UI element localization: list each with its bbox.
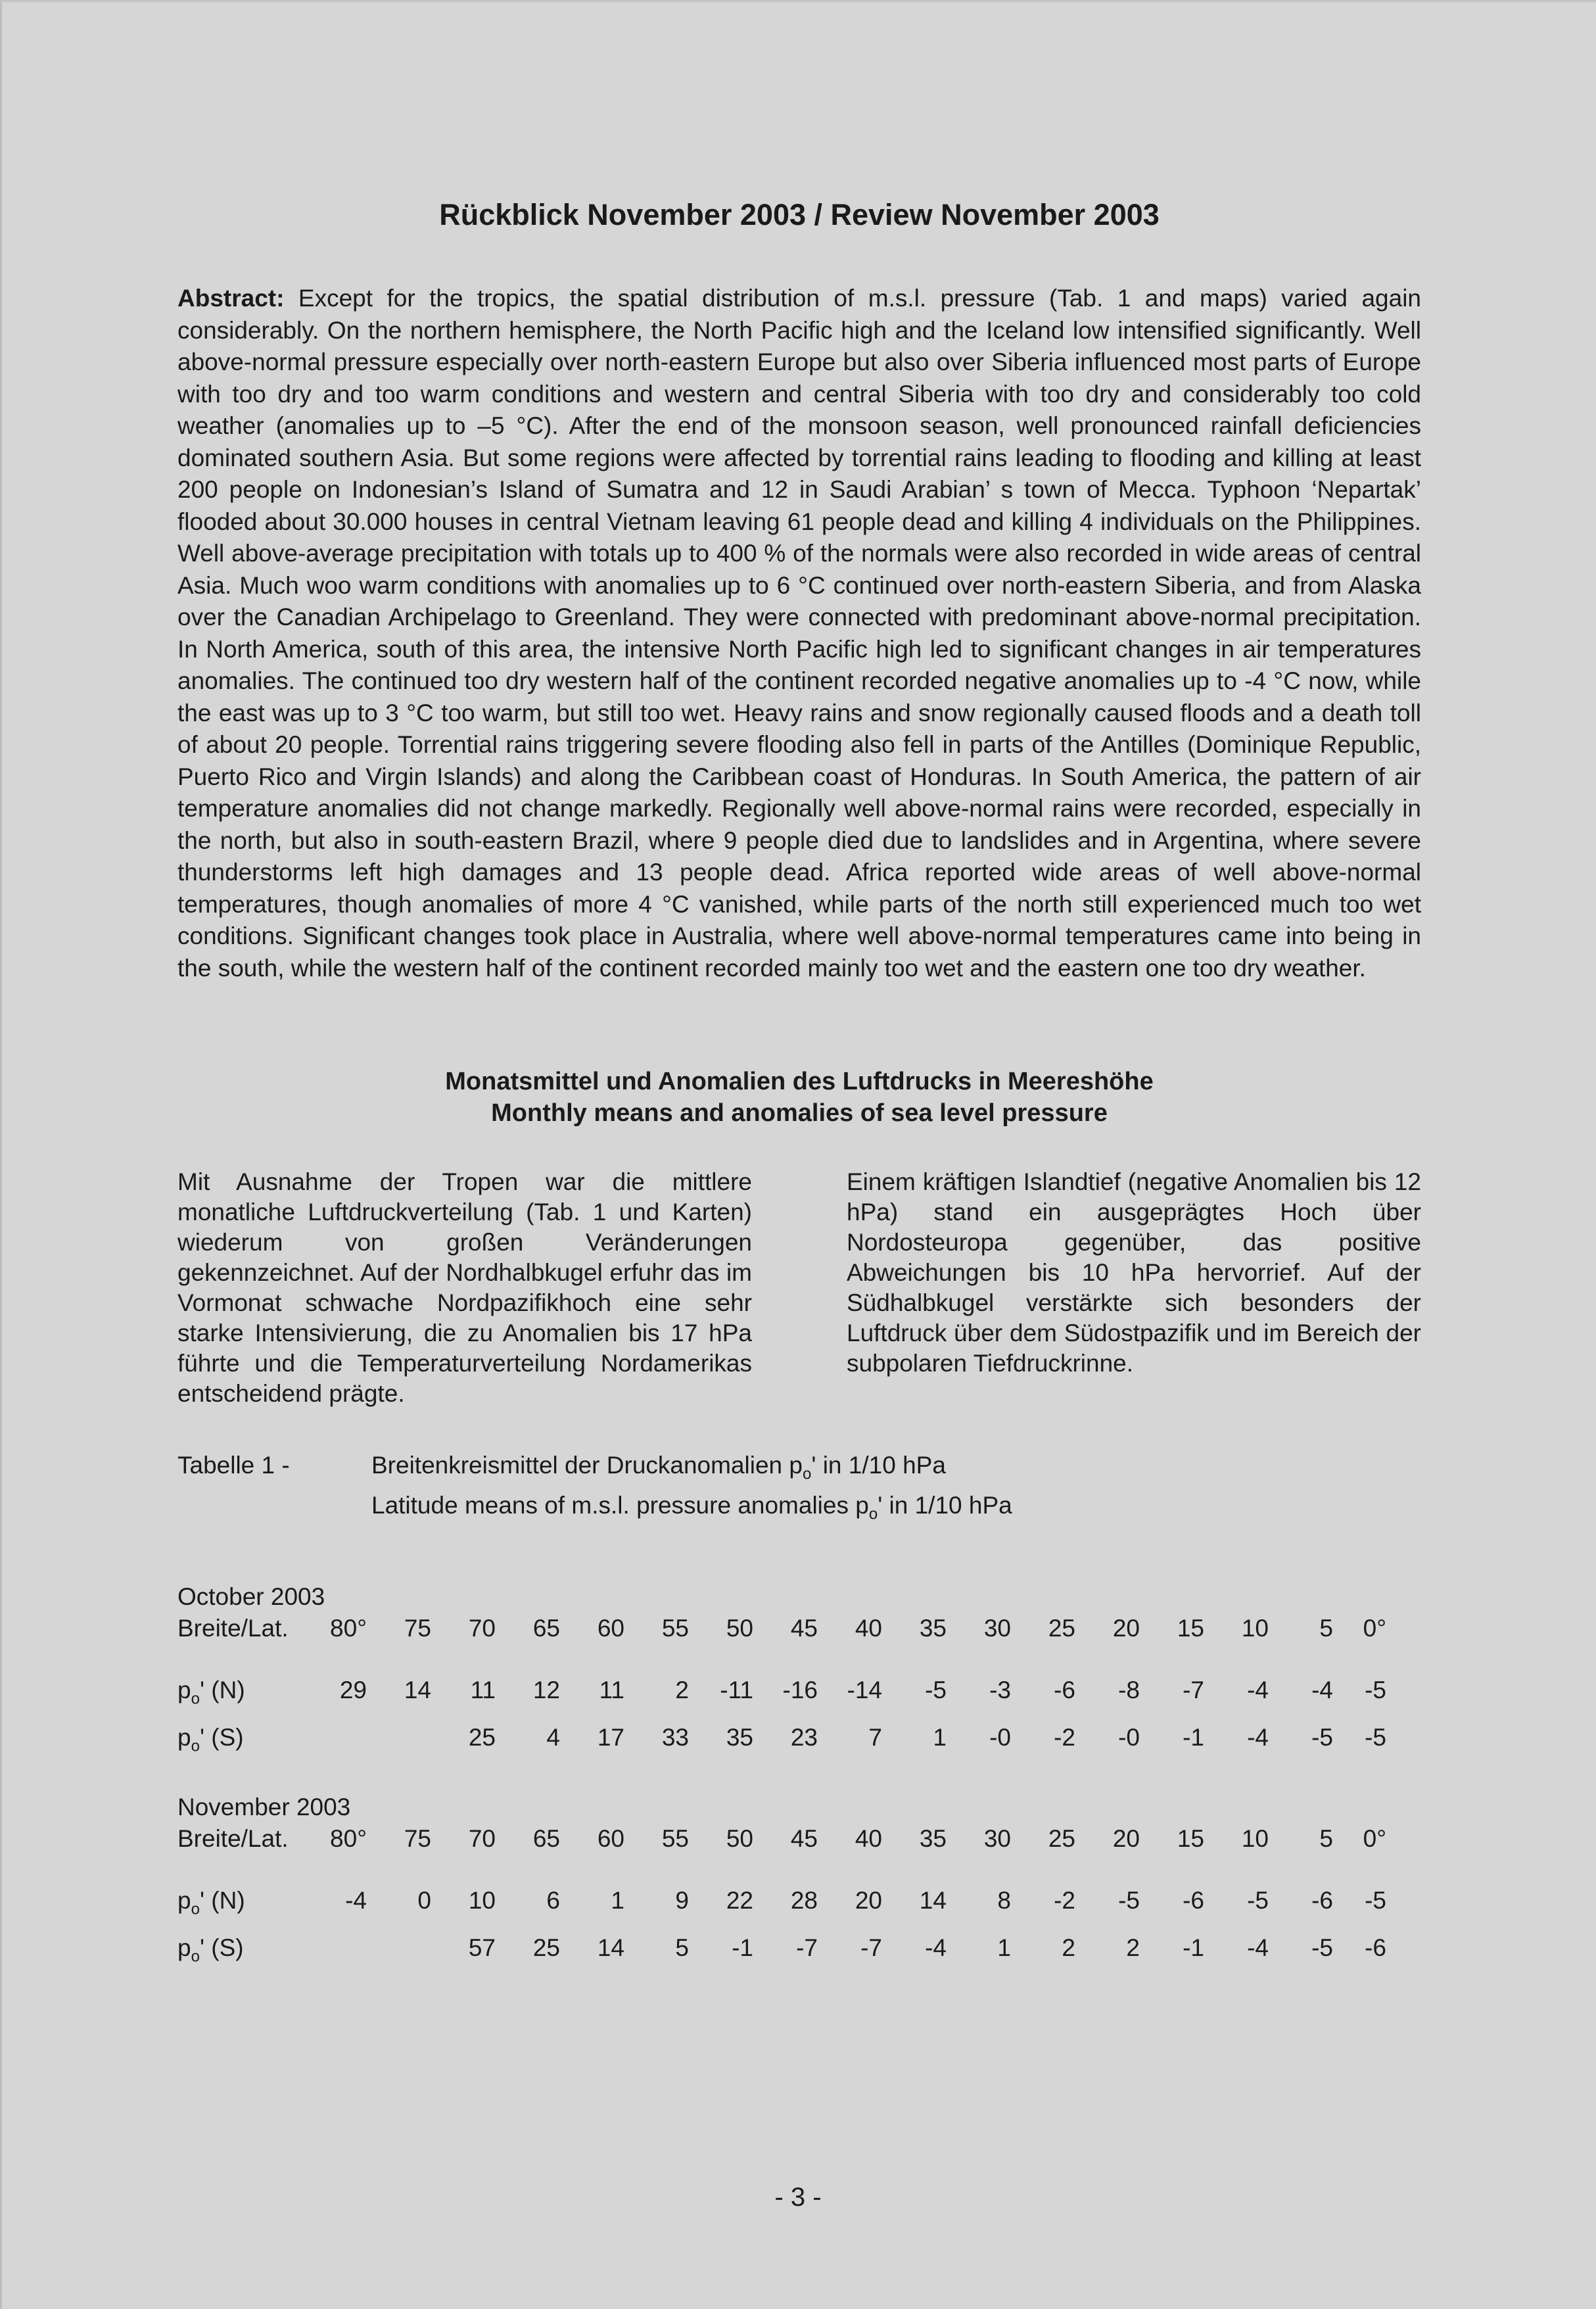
table-cell: 5 [675, 1934, 689, 1961]
table-cell: -5 [1365, 1723, 1386, 1751]
table-cell: 50 [726, 1614, 753, 1642]
caption-de-part: Breitenkreismittel der Druckanomalien p [371, 1452, 803, 1479]
table-cell: 28 [790, 1886, 818, 1914]
table-cell: -8 [1118, 1676, 1140, 1703]
table-cell: 0 [417, 1886, 431, 1914]
section-heading [177, 1066, 1421, 1129]
north-row [177, 1884, 1421, 1917]
table-cell: 22 [726, 1886, 753, 1914]
table-cell: 35 [919, 1824, 947, 1852]
table-label: Tabelle 1 - [177, 1452, 290, 1479]
row-label-suffix: ' (N) [199, 1886, 245, 1914]
table-cell: -1 [1183, 1723, 1204, 1751]
caption-en-part: Latitude means of m.s.l. pressure anomalies p [371, 1492, 869, 1519]
table-cell: 5 [1319, 1824, 1333, 1852]
row-label-p: p [177, 1934, 191, 1961]
table-cell: 11 [470, 1676, 496, 1703]
north-row-label [177, 1884, 322, 1917]
table-caption-en [371, 1490, 1012, 1530]
row-label-suffix: ' (N) [199, 1676, 245, 1703]
row-label-subscript: o [191, 1737, 200, 1755]
table-cell: -16 [782, 1676, 818, 1703]
table-cell: 5 [1319, 1614, 1333, 1642]
table-cell: -5 [1365, 1886, 1386, 1914]
row-label-suffix: ' (S) [199, 1934, 244, 1961]
row-label-subscript: o [191, 1690, 200, 1708]
table-cell: 20 [1112, 1614, 1140, 1642]
table-cell: -4 [1311, 1676, 1333, 1703]
table-cell: -5 [1365, 1676, 1386, 1703]
table-cell: -0 [1118, 1723, 1140, 1751]
table-cell: -6 [1183, 1886, 1204, 1914]
page-content [177, 197, 1421, 1964]
table-cell: -11 [720, 1676, 753, 1703]
latitude-row [177, 1612, 1421, 1645]
table-cell: 30 [983, 1614, 1011, 1642]
table-cell: 0° [1363, 1824, 1386, 1852]
table-cell: 40 [855, 1614, 882, 1642]
table-cell: -4 [1247, 1676, 1269, 1703]
table-cell: 2 [1126, 1934, 1140, 1961]
text-column-left: Mit Ausnahme der Tropen war die mittlere monatliche Luftdruckverteilung (Tab. 1 und Karten) wiederum von großen Veränderungen gekennzeichnet. Auf der Nordhalbkugel erfuhr das im Vormonat schwache Nordpazifikhoch eine sehr starke Intensivierung, die zu Anomalien bis 17 hPa führte und die Temperaturverteilung Nordamerikas entscheidend prägte. [177, 1168, 752, 1407]
caption-subscript: o [868, 1505, 878, 1523]
abstract-text: Except for the tropics, the spatial distribution of m.s.l. pressure (Tab. 1 and maps) varied again considerably. On the northern hemisphere, the North Pacific high and the Iceland low intensified significantly. Well above-normal pressure especially over north-eastern Europe but also over Siberia influenced most parts of Europe with too dry and too warm conditions and western and central Siberia with too dry and considerably too cold weather (anomalies up to –5 °C). After the end of the monsoon season, well pronounced rainfall deficiencies dominated southern Asia. But some regions were affected by torrential rains leading to flooding and killing at least 200 people on Indonesian’s Island of Sumatra and 12 in Saudi Arabian’ s town of Mecca. Typhoon ‘Nepartak’ flooded about 30.000 houses in central Vietnam leaving 61 people dead and killing 4 individuals on the Philippines. Well above-average precipitation with totals up to 400 % of the normals were also recorded in wide areas of central Asia. Much woo warm conditions with anomalies up to 6 °C continued over north-eastern Siberia, and from Alaska over the Canadian Archipelago to Greenland. They were connected with predominant above-normal precipitation. In North America, south of this area, the intensive North Pacific high led to significant changes in air temperatures anomalies. The continued too dry western half of the continent recorded negative anomalies up to -4 °C now, while the east was up to 3 °C too warm, but still too wet. Heavy rains and snow regionally caused floods and a death toll of about 20 people. Torrential rains triggering severe flooding also fell in parts of the Antilles (Dominique Republic, Puerto Rico and Virgin Islands) and along the Caribbean coast of Honduras. In South America, the pattern of air temperature anomalies did not change markedly. Regionally well above-normal rains were recorded, especially in the north, but also in south-eastern Brazil, where 9 people died due to landslides and in Argentina, where severe thunderstorms left high damages and 13 people dead. Africa reported wide areas of well above-normal temperatures, though anomalies of more 4 °C vanished, while parts of the north still experienced much too wet conditions. Significant changes took place in Australia, where well above-normal temperatures came into being in the south, while the western half of the continent recorded mainly too wet and the eastern one too dry weather. [177, 285, 1421, 982]
row-label-p: p [177, 1723, 191, 1751]
table-cell: 20 [1112, 1824, 1140, 1852]
table-cell: 12 [532, 1676, 560, 1703]
table-cell: -2 [1054, 1886, 1075, 1914]
table-cell: 14 [597, 1934, 624, 1961]
table-cell: 75 [404, 1824, 431, 1852]
table-cell: 8 [997, 1886, 1011, 1914]
table-cell: 15 [1177, 1824, 1204, 1852]
table-cell: -3 [989, 1676, 1011, 1703]
table-cell: 25 [532, 1934, 560, 1961]
table-cell: 30 [983, 1824, 1011, 1852]
table-cell: 25 [468, 1723, 496, 1751]
south-row [177, 1721, 1421, 1754]
row-label-subscript: o [191, 1900, 200, 1918]
table-cell [367, 1932, 431, 1964]
row-label-p: p [177, 1886, 191, 1914]
latitude-row-label: Breite/Lat. [177, 1824, 289, 1852]
table-cell: 40 [855, 1824, 882, 1852]
table-cell: 29 [339, 1676, 367, 1703]
caption-subscript: o [803, 1465, 812, 1483]
table-cell: 70 [468, 1824, 496, 1852]
table-cell: -7 [1183, 1676, 1204, 1703]
table-cell: 0° [1363, 1614, 1386, 1642]
table-cell: -6 [1311, 1886, 1333, 1914]
table-cell [367, 1721, 431, 1754]
table-cell: 14 [919, 1886, 947, 1914]
table-cell: 55 [661, 1824, 689, 1852]
table-cell: 50 [726, 1824, 753, 1852]
pressure-anomaly-table [177, 1582, 1421, 1964]
table-cell: -5 [1311, 1934, 1333, 1961]
table-cell: -2 [1054, 1723, 1075, 1751]
row-label-subscript: o [191, 1947, 200, 1966]
table-cell [322, 1932, 367, 1964]
table-cell: 60 [597, 1614, 624, 1642]
table-cell: 6 [546, 1886, 560, 1914]
table-cell: 1 [611, 1886, 624, 1914]
table-block [177, 1792, 1421, 1964]
table-cell: 1 [933, 1723, 947, 1751]
table-cell: 65 [532, 1824, 560, 1852]
table-cell: -1 [732, 1934, 753, 1961]
table-cell: 15 [1177, 1614, 1204, 1642]
table-cell: -7 [796, 1934, 818, 1961]
caption-de-part: ' in 1/10 hPa [811, 1452, 946, 1479]
table-cell: -7 [860, 1934, 882, 1961]
section-heading-de: Monatsmittel und Anomalien des Luftdrucks in Meereshöhe [445, 1068, 1154, 1095]
table-cell: 57 [468, 1934, 496, 1961]
table-caption-de [371, 1450, 1012, 1490]
table-cell: -4 [345, 1886, 367, 1914]
table-cell: 70 [468, 1614, 496, 1642]
table-month: October 2003 [177, 1583, 325, 1610]
table-cell: 25 [1048, 1824, 1075, 1852]
table-cell: 35 [726, 1723, 753, 1751]
table-caption [177, 1450, 1421, 1531]
table-cell: -4 [925, 1934, 947, 1961]
table-cell: 60 [597, 1824, 624, 1852]
table-cell: -14 [847, 1676, 882, 1703]
table-cell: -6 [1365, 1934, 1386, 1961]
table-cell: 35 [919, 1614, 947, 1642]
table-cell: 7 [868, 1723, 882, 1751]
table-cell: -5 [1118, 1886, 1140, 1914]
table-cell: 2 [1062, 1934, 1075, 1961]
table-cell: -4 [1247, 1723, 1269, 1751]
row-label-p: p [177, 1676, 191, 1703]
section-body [177, 1167, 1421, 1409]
table-cell: 10 [468, 1886, 496, 1914]
table-cell: 10 [1241, 1614, 1269, 1642]
table-block [177, 1582, 1421, 1754]
table-cell: -0 [989, 1723, 1011, 1751]
text-column-right: Einem kräftigen Islandtief (negative Anomalien bis 12 hPa) stand ein ausgeprägtes Hoch über Nordosteuropa gegenüber, das positive Abweichungen bis 10 hPa hervorrief. Auf der Südhalbkugel verstärkte sich besonders der Luftdruck über dem Südostpazifik und im Bereich der subpolaren Tiefdruckrinne. [847, 1168, 1421, 1377]
table-cell: -6 [1054, 1676, 1075, 1703]
table-cell: 23 [790, 1723, 818, 1751]
table-cell: 45 [790, 1824, 818, 1852]
table-caption-text [371, 1450, 1012, 1531]
table-cell: 55 [661, 1614, 689, 1642]
south-row-label [177, 1721, 322, 1754]
page-number: - 3 - [774, 2183, 822, 2212]
table-cell: 9 [675, 1886, 689, 1914]
abstract [177, 283, 1421, 984]
table-cell: 65 [532, 1614, 560, 1642]
table-cell: 1 [997, 1934, 1011, 1961]
table-cell: 2 [675, 1676, 689, 1703]
table-cell [322, 1721, 367, 1754]
table-cell: 17 [597, 1723, 624, 1751]
table-cell: -5 [925, 1676, 947, 1703]
table-cell: 25 [1048, 1614, 1075, 1642]
table-month: November 2003 [177, 1793, 351, 1821]
table-cell: 14 [404, 1676, 431, 1703]
caption-en-part: ' in 1/10 hPa [878, 1492, 1012, 1519]
abstract-label: Abstract: [177, 285, 285, 312]
table-cell: -5 [1247, 1886, 1269, 1914]
table-cell: 80° [330, 1614, 367, 1642]
table-cell: 11 [599, 1676, 624, 1703]
north-row-label [177, 1674, 322, 1707]
table-cell: -5 [1311, 1723, 1333, 1751]
table-cell: -1 [1183, 1934, 1204, 1961]
south-row [177, 1932, 1421, 1964]
table-cell: 75 [404, 1614, 431, 1642]
page-title: Rückblick November 2003 / Review November 2003 [439, 198, 1160, 231]
section-heading-en: Monthly means and anomalies of sea level pressure [491, 1099, 1108, 1127]
table-cell: 33 [661, 1723, 689, 1751]
table-cell: -4 [1247, 1934, 1269, 1961]
latitude-row [177, 1822, 1421, 1855]
south-row-label [177, 1932, 322, 1964]
table-cell: 45 [790, 1614, 818, 1642]
latitude-row-label: Breite/Lat. [177, 1614, 289, 1642]
north-row [177, 1674, 1421, 1707]
table-cell: 4 [546, 1723, 560, 1751]
table-cell: 10 [1241, 1824, 1269, 1852]
table-cell: 80° [330, 1824, 367, 1852]
row-label-suffix: ' (S) [199, 1723, 244, 1751]
table-cell: 20 [855, 1886, 882, 1914]
